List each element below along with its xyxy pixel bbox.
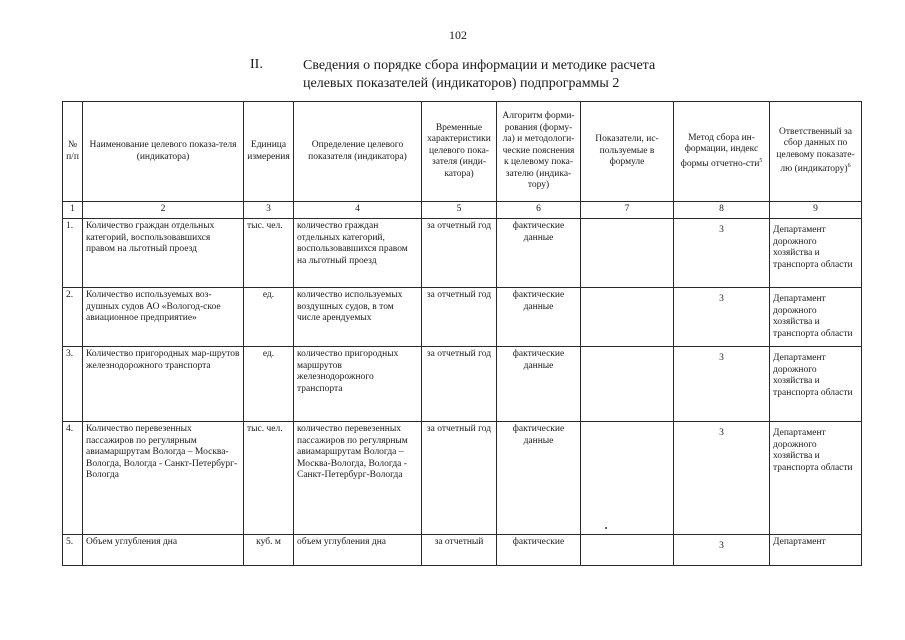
row-algorithm: фактические данные <box>497 288 581 347</box>
table-header-row <box>63 102 862 202</box>
row-time: за отчетный год <box>422 288 497 347</box>
header-time: Временные характеристики целевого пока-зателя (инди-катора) <box>422 102 497 202</box>
table-row <box>63 288 862 347</box>
column-number: 6 <box>497 202 581 219</box>
header-responsible-footnote: 6 <box>847 163 851 170</box>
row-responsible: Департамент дорожного хозяйства и транспорта области <box>770 219 862 288</box>
column-number: 3 <box>244 202 294 219</box>
row-formula-indicators <box>581 219 674 288</box>
row-formula-indicators <box>581 347 674 422</box>
section-title-line-2: целевых показателей (индикаторов) подпрограммы 2 <box>303 76 620 91</box>
row-algorithm: фактические данные <box>497 422 581 535</box>
row-num: 2. <box>63 288 83 347</box>
column-number: 1 <box>63 202 83 219</box>
row-name: Количество перевезенных пассажиров по регулярным авиамаршрутам Вологда – Москва-Вологда, Вологда - Санкт-Петербург-Вологда <box>83 422 244 535</box>
row-name: Количество граждан отдельных категорий, воспользовавшихся правом на льготный проезд <box>83 219 244 288</box>
row-method: 3 <box>674 219 770 288</box>
header-responsible <box>770 102 862 202</box>
row-algorithm: фактические <box>497 535 581 566</box>
header-definition: Определение целевого показателя (индикатора) <box>294 102 422 202</box>
table-row <box>63 347 862 422</box>
column-number-row <box>63 202 862 219</box>
row-formula-indicators <box>581 288 674 347</box>
row-definition: количество пригородных маршрутов железнодорожного транспорта <box>294 347 422 422</box>
table-row <box>63 219 862 288</box>
header-method-footnote: 5 <box>759 157 763 164</box>
column-number: 4 <box>294 202 422 219</box>
row-algorithm: фактические данные <box>497 347 581 422</box>
row-num: 1. <box>63 219 83 288</box>
row-method: 3 <box>674 288 770 347</box>
section-title-line-1: Сведения о порядке сбора информации и методике расчета <box>303 58 656 73</box>
table-row <box>63 535 862 566</box>
row-definition: количество граждан отдельных категорий, воспользовавшихся правом на льготный проезд <box>294 219 422 288</box>
row-num: 3. <box>63 347 83 422</box>
header-algorithm: Алгоритм форми-рования (форму-ла) и методологи-ческие пояснения к целевому пока-зателю (индика-тору) <box>497 102 581 202</box>
row-method: 3 <box>674 535 770 566</box>
row-unit: тыс. чел. <box>244 219 294 288</box>
row-formula-indicators <box>581 535 674 566</box>
header-responsible-text: Ответственный за сбор данных по целевому показате-лю (индикатору) <box>776 126 855 175</box>
header-method-text: Метод сбора ин-формации, индекс формы отчетно-сти <box>680 132 760 169</box>
column-number: 2 <box>83 202 244 219</box>
indicators-table <box>62 101 862 566</box>
row-time: за отчетный <box>422 535 497 566</box>
row-time: за отчетный год <box>422 347 497 422</box>
row-num: 5. <box>63 535 83 566</box>
header-unit: Единица измерения <box>244 102 294 202</box>
row-definition: количество перевезенных пассажиров по регулярным авиамаршрутам Вологда – Москва-Вологда, Вологда - Санкт-Петербург-Вологда <box>294 422 422 535</box>
row-time: за отчетный год <box>422 422 497 535</box>
row-definition: объем углубления дна <box>294 535 422 566</box>
row-unit: ед. <box>244 288 294 347</box>
row-name: Объем углубления дна <box>83 535 244 566</box>
row-responsible: Департамент дорожного хозяйства и транспорта области <box>770 422 862 535</box>
row-unit: тыс. чел. <box>244 422 294 535</box>
header-num: № п/п <box>63 102 83 202</box>
section-title <box>303 57 723 93</box>
row-formula-indicators <box>581 422 674 535</box>
row-time: за отчетный год <box>422 219 497 288</box>
table-row <box>63 422 862 535</box>
scan-speck <box>605 527 607 529</box>
column-number: 5 <box>422 202 497 219</box>
row-unit: куб. м <box>244 535 294 566</box>
header-method <box>674 102 770 202</box>
header-formula-indicators: Показатели, ис-пользуемые в формуле <box>581 102 674 202</box>
row-method: 3 <box>674 422 770 535</box>
row-name: Количество пригородных мар-шрутов железнодорожного транспорта <box>83 347 244 422</box>
page-number: 102 <box>449 28 467 42</box>
row-definition: количество используемых воздушных судов, в том числе арендуемых <box>294 288 422 347</box>
row-algorithm: фактические данные <box>497 219 581 288</box>
row-name: Количество используемых воз-душных судов АО «Вологод-ское авиационное предприятие» <box>83 288 244 347</box>
row-responsible: Департамент дорожного хозяйства и транспорта области <box>770 288 862 347</box>
row-responsible: Департамент дорожного хозяйства и транспорта области <box>770 347 862 422</box>
row-responsible: Департамент <box>770 535 862 566</box>
header-name: Наименование целевого показа-теля (индикатора) <box>83 102 244 202</box>
section-number: II. <box>250 57 263 72</box>
row-num: 4. <box>63 422 83 535</box>
row-unit: ед. <box>244 347 294 422</box>
row-method: 3 <box>674 347 770 422</box>
column-number: 7 <box>581 202 674 219</box>
column-number: 8 <box>674 202 770 219</box>
column-number: 9 <box>770 202 862 219</box>
